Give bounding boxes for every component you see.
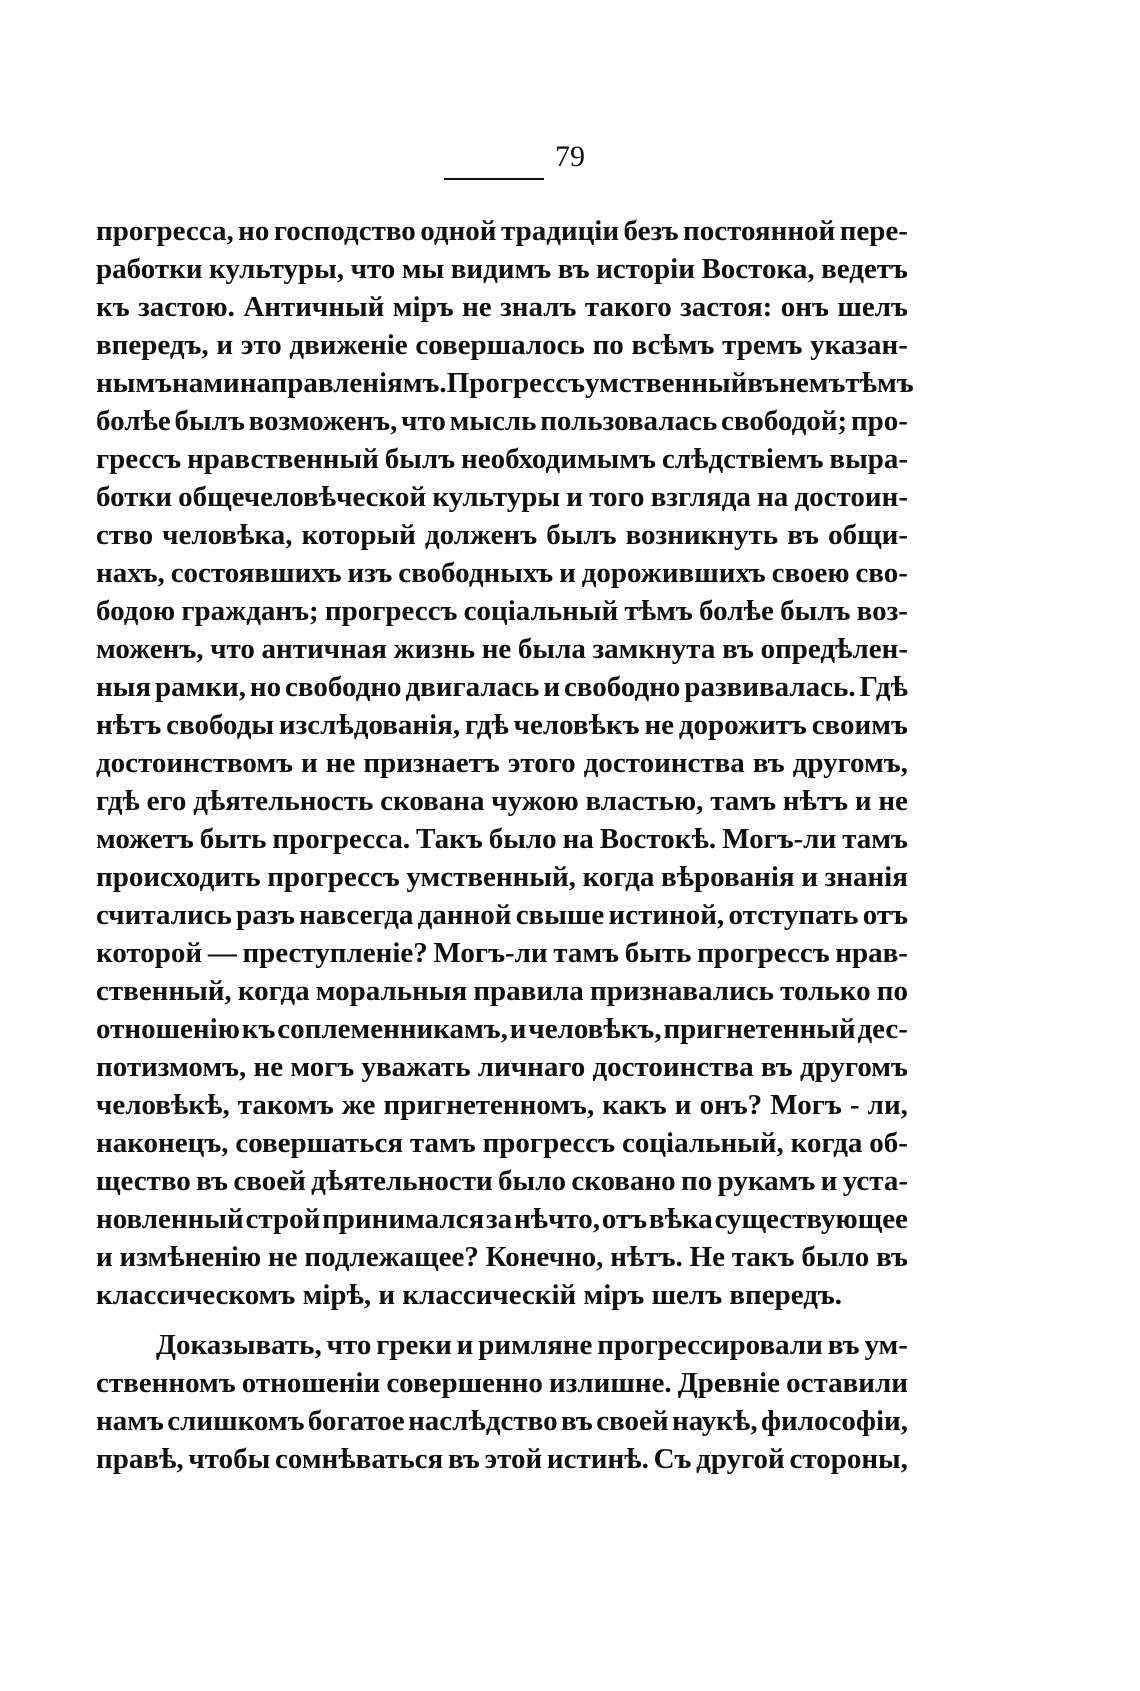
- text-line: Доказывать, что греки и римляне прогрессировали въ ум-: [156, 1329, 908, 1361]
- text-line: ныя рамки, но свободно двигалась и свободно развивалась. Гдѣ: [96, 671, 908, 703]
- text-line: нахъ, состоявшихъ изъ свободныхъ и дорожившихъ своею сво-: [96, 557, 908, 589]
- text-line: происходить прогрессъ умственный, когда вѣрованія и знанія: [96, 861, 908, 893]
- text-line: болѣе былъ возможенъ, что мысль пользовалась свободой; про-: [96, 405, 908, 437]
- text-line: которой — преступленіе? Могъ-ли тамъ быть прогрессъ нрав-: [96, 937, 908, 969]
- text-line: классическомъ мірѣ, и классическій міръ шелъ впередъ.: [96, 1279, 843, 1311]
- page-number: 79: [555, 140, 585, 173]
- text-line: ственный, когда моральныя правила признавались только по: [96, 975, 908, 1007]
- text-line: гдѣ его дѣятельность скована чужою властью, тамъ нѣтъ и не: [96, 785, 908, 817]
- header-rule: [444, 178, 544, 180]
- text-line: потизмомъ, не могъ уважать личнаго достоинства въ другомъ: [96, 1051, 908, 1083]
- text-line: впередъ, и это движеніе совершалось по всѣмъ тремъ указан-: [96, 329, 908, 361]
- text-line: можетъ быть прогресса. Такъ было на Востокѣ. Могъ-ли тамъ: [96, 823, 908, 855]
- text-line: нѣтъ свободы изслѣдованія, гдѣ человѣкъ не дорожитъ своимъ: [96, 709, 908, 741]
- text-line: отношенію къ соплеменникамъ, и человѣкъ, пригнетенный дес-: [96, 1013, 908, 1045]
- text-line: къ застою. Античный міръ не зналъ такого застоя: онъ шелъ: [96, 291, 908, 323]
- text-line: наконецъ, совершаться тамъ прогрессъ соціальный, когда об-: [96, 1127, 908, 1159]
- body-text: [96, 212, 914, 1478]
- text-line: грессъ нравственный былъ необходимымъ слѣдствіемъ выра-: [96, 443, 908, 475]
- text-line: ство человѣка, который долженъ былъ возникнуть въ общи-: [96, 519, 908, 551]
- text-line: и измѣненію не подлежащее? Конечно, нѣтъ. Не такъ было въ: [96, 1241, 908, 1273]
- text-line: нымъ нами направленіямъ. Прогрессъ умственный въ немъ тѣмъ: [96, 367, 914, 399]
- text-line: новленный строй принимался за нѣчто, отъ вѣка существующее: [96, 1203, 908, 1235]
- text-line: ственномъ отношеніи совершенно излишне. Древніе оставили: [96, 1367, 908, 1399]
- text-line: ботки общечеловѣческой культуры и того взгляда на достоин-: [96, 481, 908, 513]
- text-line: человѣкѣ, такомъ же пригнетенномъ, какъ и онъ? Могъ - ли,: [96, 1089, 908, 1121]
- text-line: прогресса, но господство одной традиціи безъ постоянной пере-: [96, 215, 908, 247]
- text-line: щество въ своей дѣятельности было сковано по рукамъ и уста-: [96, 1165, 908, 1197]
- text-line: моженъ, что античная жизнь не была замкнута въ опредѣлен-: [96, 633, 908, 665]
- text-line: работки культуры, что мы видимъ въ исторіи Востока, ведетъ: [96, 253, 908, 285]
- text-line: намъ слишкомъ богатое наслѣдство въ своей наукѣ, философіи,: [96, 1405, 908, 1437]
- text-line: правѣ, чтобы сомнѣваться въ этой истинѣ. Съ другой стороны,: [96, 1443, 908, 1475]
- text-line: бодою гражданъ; прогрессъ соціальный тѣмъ болѣе былъ воз-: [96, 595, 908, 627]
- paragraph-2: [96, 1326, 908, 1478]
- paragraph-1: [96, 212, 914, 1314]
- text-line: считались разъ навсегда данной свыше истиной, отступать отъ: [96, 899, 908, 931]
- text-line: достоинствомъ и не признаетъ этого достоинства въ другомъ,: [96, 747, 908, 779]
